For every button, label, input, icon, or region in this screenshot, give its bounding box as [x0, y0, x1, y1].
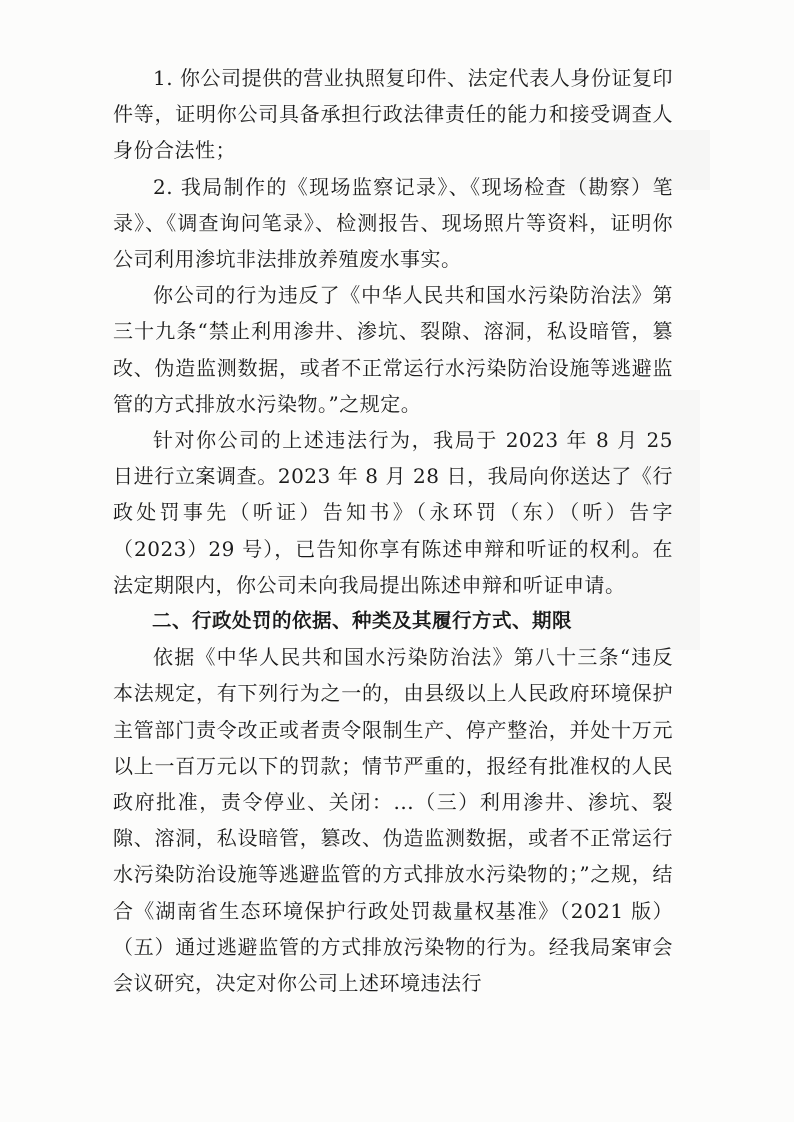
section-heading: 二、行政处罚的依据、种类及其履行方式、期限 [152, 609, 573, 633]
evidence-item-2: 2. 我局制作的《现场监察记录》、《现场检查（勘察）笔录》、《调查询问笔录》、检测报告、现场照片等资料，证明你公司利用渗坑非法排放养殖废水事实。 [113, 174, 673, 272]
document-body [113, 60, 673, 1001]
penalty-basis-paragraph: 依据《中华人民共和国水污染防治法》第八十三条“违反本法规定，有下列行为之一的，由县级以上人民政府环境保护主管部门责令改正或者责令限制生产、停产整治，并处十万元以上一百万元以下的罚款；情节严重的，报经有批准权的人民政府批准，责令停业、关闭：...（三）利用渗井、渗坑、裂隙、溶洞，私设暗管，篡改、伪造监测数据，或者不正常运行水污染防治设施等逃避监管的方式排放水污染物的；”之规，结合《湖南省生态环境保护行政处罚裁量权基准》（2021 版）（五）通过逃避监管的方式排放污染物的行为。经我局案审会会议研究，决定对你公司上述环境违法行 [113, 645, 673, 996]
evidence-item-1: 1. 你公司提供的营业执照复印件、法定代表人身份证复印件等，证明你公司具备承担行政法律责任的能力和接受调查人身份合法性； [113, 66, 673, 163]
investigation-paragraph: 针对你公司的上述违法行为，我局于 2023 年 8 月 25 日进行立案调查。2023 年 8 月 28 日，我局向你送达了《行政处罚事先（听证）告知书》（永环罚（东）（听）告字（2023）29 号），已告知你享有陈述申辩和听证的权利。在法定期限内，你公司未向我局提出陈述申辩和听证申请。 [113, 428, 673, 597]
violation-paragraph: 你公司的行为违反了《中华人民共和国水污染防治法》第三十九条“禁止利用渗井、渗坑、裂隙、溶洞，私设暗管，篡改、伪造监测数据，或者不正常运行水污染防治设施等逃避监管的方式排放水污染物。”之规定。 [113, 283, 673, 416]
